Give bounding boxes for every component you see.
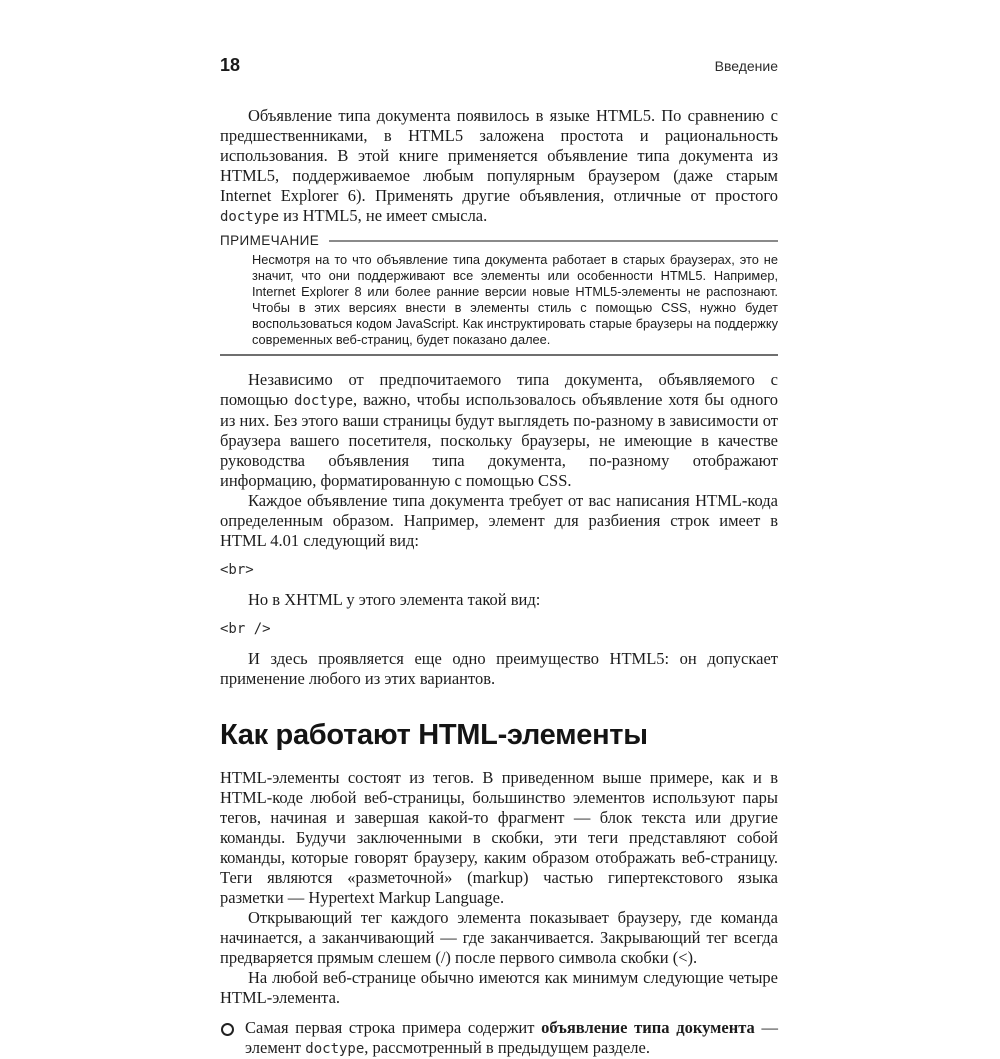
running-head	[220, 55, 778, 76]
list-item-doctype	[220, 1018, 778, 1059]
running-title: Введение	[714, 58, 778, 74]
section-heading: Как работают HTML-элементы	[220, 719, 648, 751]
paragraph-elements-tags: HTML-элементы состоят из тегов. В приведенном выше примере, как и в HTML-коде любой веб-страницы, большинство элементов используют пары тегов, начиная и завершая какой-то фрагмент — блок текста или другие команды. Будучи заключенными в скобки, эти теги представляют собой команды, которые говорят браузеру, каким образом отображать веб-страницу. Теги являются «разметочной» (markup) частью гипертекстового языка разметки — Hypertext Markup Language.	[220, 768, 778, 907]
paragraph-html-code-requirement: Каждое объявление типа документа требует от вас написания HTML-кода определенным образом. Например, элемент для разбиения строк имеет в HTML 4.01 следующий вид:	[220, 491, 778, 550]
paragraph-xhtml-variant: Но в XHTML у этого элемента такой вид:	[248, 590, 541, 609]
note-header-rule	[329, 240, 778, 242]
paragraph-opening-closing-tags: Открывающий тег каждого элемента показывает браузеру, где команда начинается, а заканчивающий — где заканчивается. Закрывающий тег всегда предваряется прямым слешем (/) после первого символа скобки (<).	[220, 908, 778, 967]
note-bottom-rule	[220, 354, 778, 356]
note-header	[220, 233, 778, 248]
page-content	[220, 55, 778, 1059]
page-number: 18	[220, 55, 241, 75]
paragraph-doctype-intro: Объявление типа документа появилось в языке HTML5. По сравнению с предшественниками, в HTML5 заложена простота и рациональность использования. В этой книге применяется объявление типа документа из HTML5, поддерживаемое любым популярным браузером (даже старым Internet Explorer 6). Применять другие объявления, отличные от простого doctype из HTML5, не имеет смысла.	[220, 106, 778, 225]
paragraph-four-elements: На любой веб-странице обычно имеются как минимум следующие четыре HTML-элемента.	[220, 968, 778, 1007]
circle-bullet-icon	[221, 1023, 234, 1036]
paragraph-doctype-importance: Независимо от предпочитаемого типа документа, объявляемого с помощью doctype, важно, чтобы использовалось объявление хотя бы одного из них. Без этого ваши страницы будут выглядеть по-разному в зависимости от браузера вашего посетителя, поскольку браузеры, не имеющие в качестве руководства объявления типа документа, по-разному отображают информацию, форматированную с помощью CSS.	[220, 370, 778, 490]
note-box	[220, 233, 778, 356]
paragraph-html5-advantage: И здесь проявляется еще одно преимущество HTML5: он допускает применение любого из этих вариантов.	[220, 649, 778, 688]
code-br-html401: <br>	[220, 562, 254, 578]
note-label: ПРИМЕЧАНИЕ	[220, 233, 320, 248]
note-body: Несмотря на то что объявление типа документа работает в старых браузерах, это не значит, что они поддерживают все элементы или особенности HTML5. Например, Internet Explorer 8 или более ранние версии новые HTML5-элементы не распознают. Чтобы в этих версиях внести в элементы стиль с помощью CSS, нужно будет воспользоваться кодом JavaScript. Как инструктировать старые браузеры на поддержку современных веб-страниц, будет показано далее.	[252, 252, 778, 347]
list-item-text: Самая первая строка примера содержит объявление типа документа — элемент doctype, рассмотренный в предыдущем разделе.	[245, 1018, 778, 1057]
code-br-xhtml: <br />	[220, 621, 271, 637]
